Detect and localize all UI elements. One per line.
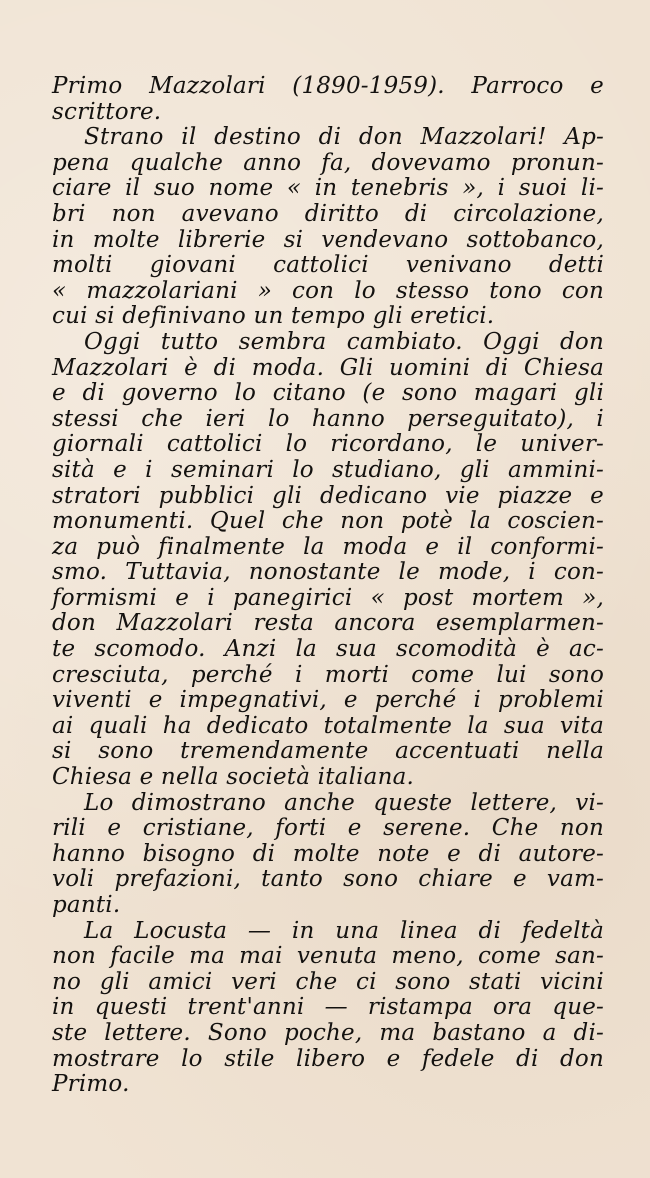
text-line: in questi trent'anni — ristampa ora que- [52,994,604,1021]
paragraph-2 [52,125,604,330]
text-line: smo. Tuttavia, nonostante le mode, i con- [52,559,604,586]
text-line: Chiesa e nella società italiana. [52,764,415,791]
text-line: te scomodo. Anzi la sua scomodità è ac- [52,636,604,663]
body-text [52,74,604,1098]
text-line: monumenti. Quel che non potè la coscien- [52,508,604,535]
text-line: e di governo lo citano (e sono magari gli [52,380,604,407]
text-line: voli prefazioni, tanto sono chiare e vam- [52,866,604,893]
text-line: ciare il suo nome « in tenebris », i suoi li- [52,175,604,202]
text-line: cui si definivano un tempo gli eretici. [52,303,495,330]
paragraph-5 [52,919,604,1098]
text-line: La Locusta — in una linea di fedeltà [84,917,604,944]
text-line: pena qualche anno fa, dovevamo pronun- [52,149,604,176]
text-line: si sono tremendamente accentuati nella [52,738,604,765]
text-line: cresciuta, perché i morti come lui sono [52,661,604,688]
text-line: stessi che ieri lo hanno perseguitato), i [52,405,604,432]
text-line: don Mazzolari resta ancora esemplarmen- [52,610,604,637]
text-line: mostrare lo stile libero e fedele di don [52,1045,604,1072]
text-line: viventi e impegnativi, e perché i problemi [52,687,604,714]
paragraph-1 [52,74,604,125]
text-line: non facile ma mai venuta meno, come san- [52,943,604,970]
paragraph-4 [52,791,604,919]
text-line: scrittore. [52,98,162,125]
text-line: Lo dimostrano anche queste lettere, vi- [84,789,604,816]
text-line: za può finalmente la moda e il conformi- [52,533,604,560]
text-line: Mazzolari è di moda. Gli uomini di Chiesa [52,354,604,381]
text-line: stratori pubblici gli dedicano vie piazze e [52,482,604,509]
text-line: rili e cristiane, forti e serene. Che non [52,815,604,842]
text-line: ai quali ha dedicato totalmente la sua vita [52,712,604,739]
text-line: hanno bisogno di molte note e di autore- [52,840,604,867]
text-line: Primo. [52,1071,130,1098]
text-line: molti giovani cattolici venivano detti [52,252,604,279]
text-line: panti. [52,892,121,918]
text-line: in molte librerie si vendevano sottobanco, [52,226,604,253]
text-line: « mazzolariani » con lo stesso tono con [52,277,604,304]
text-line: ste lettere. Sono poche, ma bastano a di- [52,1019,604,1046]
text-line: Oggi tutto sembra cambiato. Oggi don [84,328,604,355]
text-line: sità e i seminari lo studiano, gli ammini- [52,456,604,483]
text-line: no gli amici veri che ci sono stati vicini [52,968,604,995]
text-line: formismi e i panegirici « post mortem », [52,584,604,611]
text-line: Strano il destino di don Mazzolari! Ap- [84,124,604,151]
text-line: Primo Mazzolari (1890-1959). Parroco e [52,73,604,99]
text-line: giornali cattolici lo ricordano, le univer- [52,431,604,458]
text-line: bri non avevano diritto di circolazione, [52,200,604,227]
paragraph-3 [52,330,604,791]
